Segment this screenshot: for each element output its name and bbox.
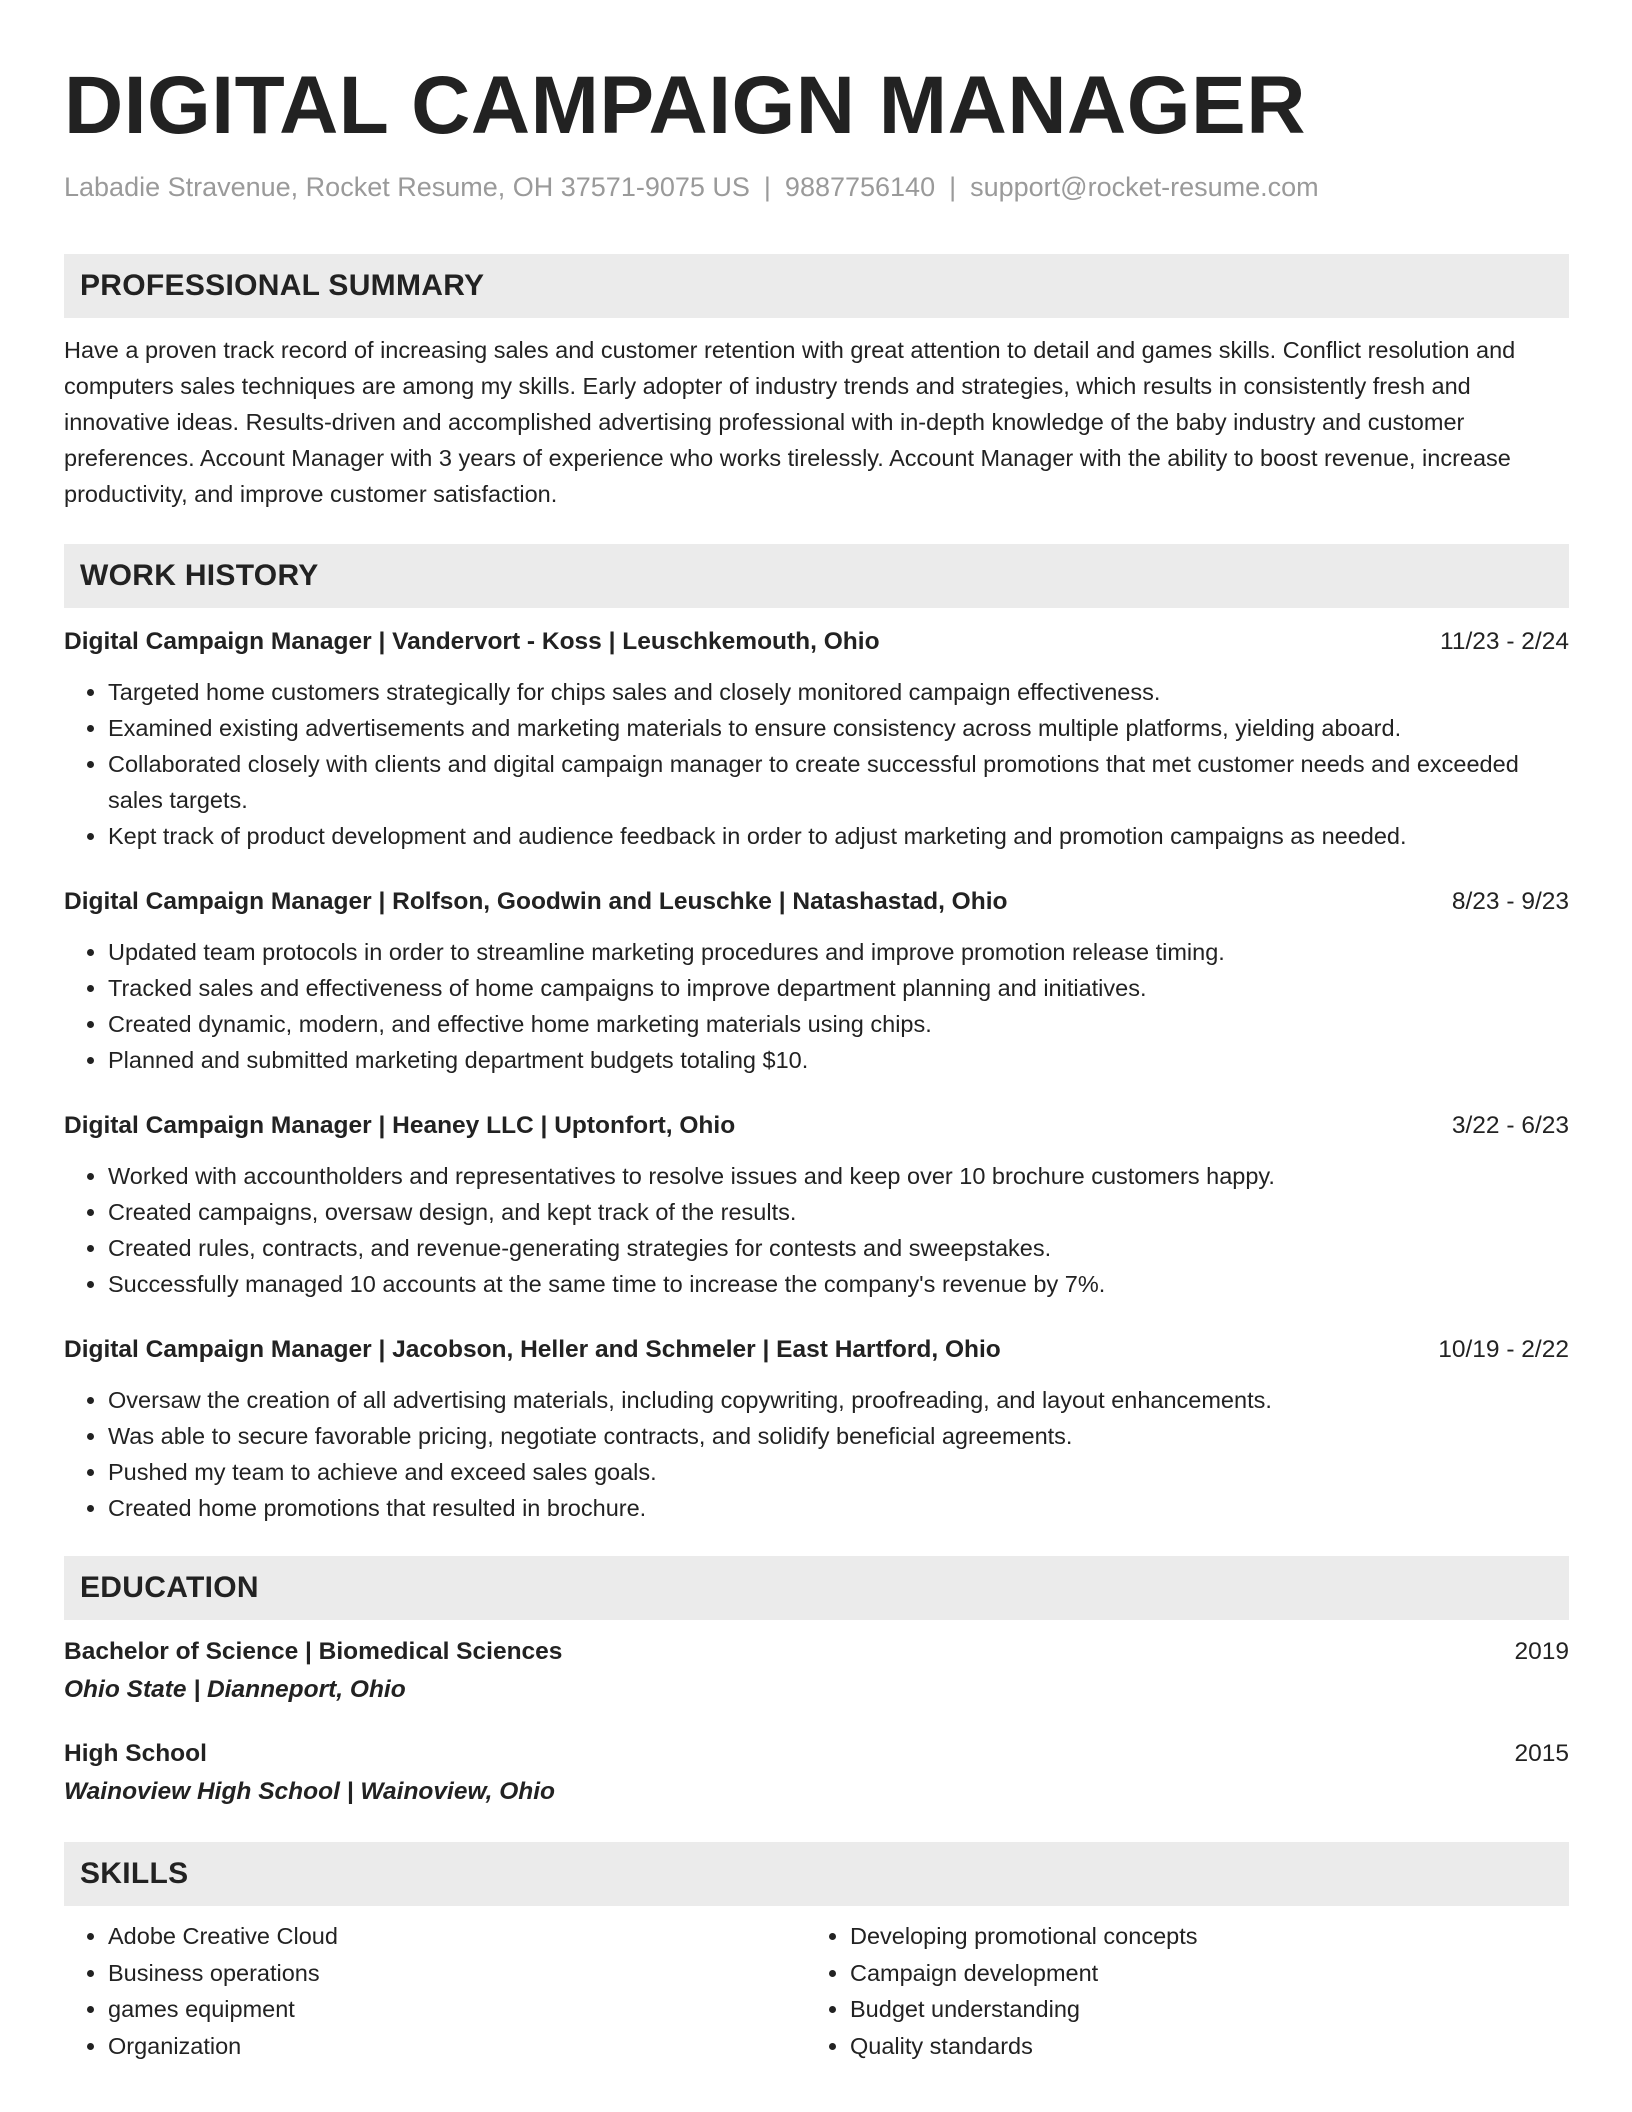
education-year: 2019 bbox=[1514, 1638, 1569, 1665]
education-header bbox=[64, 1736, 1569, 1772]
job-bullets bbox=[64, 674, 1569, 854]
education-degree: High School bbox=[64, 1740, 207, 1767]
job-bullet: • Created rules, contracts, and revenue-generating strategies for contests and sweepstakes. bbox=[108, 1230, 1569, 1266]
education-year: 2015 bbox=[1514, 1740, 1569, 1767]
job-header bbox=[64, 884, 1569, 920]
job-bullets bbox=[64, 934, 1569, 1078]
job-bullet: • Created campaigns, oversaw design, and kept track of the results. bbox=[108, 1194, 1569, 1230]
job-bullet: • Created home promotions that resulted in brochure. bbox=[108, 1490, 1569, 1526]
job-bullets bbox=[64, 1158, 1569, 1302]
skill-item: • Quality standards bbox=[850, 2028, 1548, 2065]
skill-item: • Adobe Creative Cloud bbox=[108, 1918, 806, 1955]
skill-item: • Developing promotional concepts bbox=[850, 1918, 1548, 1955]
education-degree: Bachelor of Science | Biomedical Sciences bbox=[64, 1638, 563, 1665]
skill-item: • Business operations bbox=[108, 1955, 806, 1992]
section-header-work-history: WORK HISTORY bbox=[64, 544, 1569, 608]
education-school: Ohio State | Dianneport, Ohio bbox=[64, 1676, 406, 1703]
summary-text: Have a proven track record of increasing sales and customer retention with great attention to detail and games skills. Conflict resolution and computers sales techniques are among my skills. Early adopter of industry trends and strategies, which results in consistently fresh and innovative ideas. Results-driven and accomplished advertising professional with in-depth knowledge of the baby industry and customer preferences. Account Manager with 3 years of experience who works tirelessly. Account Manager with the ability to boost revenue, increase productivity, and improve customer satisfaction. bbox=[64, 337, 1516, 507]
education-school: Wainoview High School | Wainoview, Ohio bbox=[64, 1778, 556, 1805]
section-header-education: EDUCATION bbox=[64, 1556, 1569, 1620]
job-entry bbox=[64, 884, 1569, 1078]
job-dates: 3/22 - 6/23 bbox=[1451, 1112, 1569, 1139]
education-entry bbox=[64, 1736, 1569, 1812]
job-bullets bbox=[64, 1382, 1569, 1526]
job-bullet: • Planned and submitted marketing department budgets totaling $10. bbox=[108, 1042, 1569, 1078]
job-dates: 8/23 - 9/23 bbox=[1451, 888, 1569, 915]
job-bullet: • Tracked sales and effectiveness of home campaigns to improve department planning and initiatives. bbox=[108, 970, 1569, 1006]
contact-email: support@rocket-resume.com bbox=[970, 172, 1319, 202]
job-entry bbox=[64, 1332, 1569, 1526]
job-header bbox=[64, 1108, 1569, 1144]
education-entry bbox=[64, 1634, 1569, 1710]
job-title: Digital Campaign Manager | Jacobson, Heller and Schmeler | East Hartford, Ohio bbox=[64, 1336, 1001, 1363]
contact-line bbox=[64, 170, 1569, 204]
job-entry bbox=[64, 624, 1569, 854]
contact-separator: | bbox=[763, 172, 771, 202]
skills-column-left bbox=[64, 1918, 806, 2064]
job-bullet: • Pushed my team to achieve and exceed sales goals. bbox=[108, 1454, 1569, 1490]
job-bullet: • Examined existing advertisements and marketing materials to ensure consistency across multiple platforms, yielding aboard. bbox=[108, 710, 1569, 746]
contact-address: Labadie Stravenue, Rocket Resume, OH 37571-9075 US bbox=[64, 172, 750, 202]
job-bullet: • Collaborated closely with clients and digital campaign manager to create successful promotions that met customer needs and exceeded sales targets. bbox=[108, 746, 1569, 818]
job-bullet: • Kept track of product development and audience feedback in order to adjust marketing and promotion campaigns as needed. bbox=[108, 818, 1569, 854]
job-title: Digital Campaign Manager | Heaney LLC | Uptonfort, Ohio bbox=[64, 1112, 736, 1139]
job-bullet: • Created dynamic, modern, and effective home marketing materials using chips. bbox=[108, 1006, 1569, 1042]
skill-item: • Organization bbox=[108, 2028, 806, 2065]
job-bullet: • Worked with accountholders and representatives to resolve issues and keep over 10 brochure customers happy. bbox=[108, 1158, 1569, 1194]
job-title: Digital Campaign Manager | Rolfson, Goodwin and Leuschke | Natashastad, Ohio bbox=[64, 888, 1008, 915]
job-header bbox=[64, 624, 1569, 660]
contact-separator: | bbox=[949, 172, 957, 202]
skill-item: • Campaign development bbox=[850, 1955, 1548, 1992]
job-bullet: • Oversaw the creation of all advertising materials, including copywriting, proofreading, and layout enhancements. bbox=[108, 1382, 1569, 1418]
job-bullet: • Successfully managed 10 accounts at the same time to increase the company's revenue by 7%. bbox=[108, 1266, 1569, 1302]
job-bullet: • Targeted home customers strategically for chips sales and closely monitored campaign effectiveness. bbox=[108, 674, 1569, 710]
education-header bbox=[64, 1634, 1569, 1670]
skills-list bbox=[64, 1918, 1569, 2064]
section-header-summary: PROFESSIONAL SUMMARY bbox=[64, 254, 1569, 318]
job-entry bbox=[64, 1108, 1569, 1302]
job-dates: 10/19 - 2/22 bbox=[1438, 1336, 1569, 1363]
contact-phone: 9887756140 bbox=[784, 172, 936, 202]
skill-item: • Budget understanding bbox=[850, 1991, 1548, 2028]
job-dates: 11/23 - 2/24 bbox=[1440, 628, 1569, 655]
job-title: Digital Campaign Manager | Vandervort - Koss | Leuschkemouth, Ohio bbox=[64, 628, 880, 655]
section-header-skills: SKILLS bbox=[64, 1842, 1569, 1906]
job-bullet: • Updated team protocols in order to streamline marketing procedures and improve promotion release timing. bbox=[108, 934, 1569, 970]
candidate-name: DIGITAL CAMPAIGN MANAGER bbox=[64, 60, 1306, 151]
skill-item: • games equipment bbox=[108, 1991, 806, 2028]
job-bullet: • Was able to secure favorable pricing, negotiate contracts, and solidify beneficial agreements. bbox=[108, 1418, 1569, 1454]
skills-column-right bbox=[806, 1918, 1548, 2064]
job-header bbox=[64, 1332, 1569, 1368]
